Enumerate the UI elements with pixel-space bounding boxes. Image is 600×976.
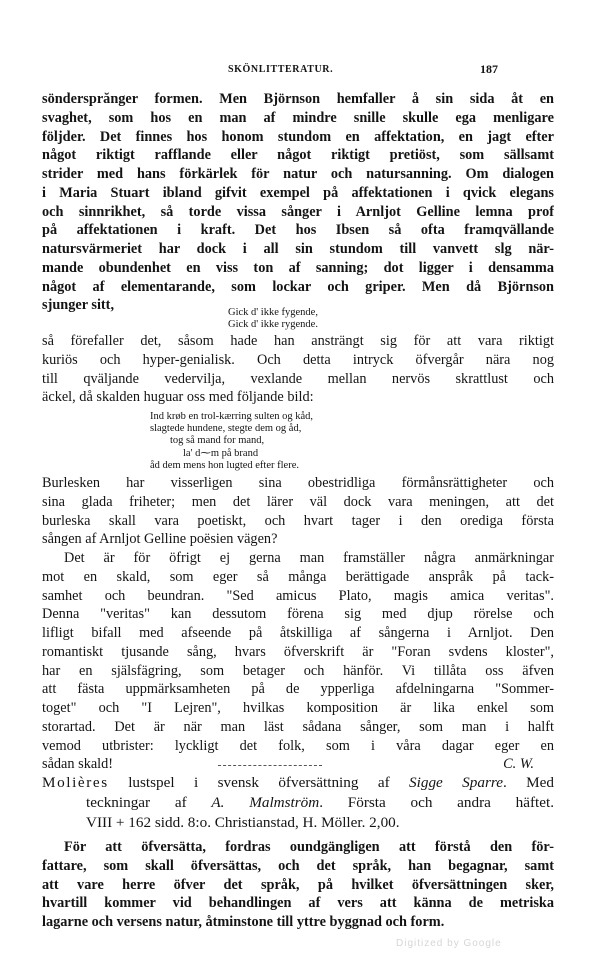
text-line: natursvärmeriet har dock i all sin stundom till vanvett slg när-	[42, 241, 554, 257]
entry-line-2	[42, 793, 554, 813]
text-line: mande obundenhet en viss ton af sanning; dot ligger i densamma	[42, 259, 554, 276]
entry-translator: Sigge Sparre	[409, 774, 503, 791]
paragraph-2	[42, 332, 554, 407]
text-line: något riktigt rafflande eller något riktigt pretiöst, som sällsamt	[42, 147, 554, 164]
closing-text: sådan skald!	[42, 756, 114, 773]
text-line: sången af Arnljot Gelline poësien vägen?	[42, 531, 278, 548]
paragraph-5	[42, 838, 554, 932]
text-line: att fästa uppmärksamheten på de ypperliga afdelningarna "Sommer-	[42, 681, 554, 698]
verse-line: tog så mand for mand,	[170, 435, 265, 447]
text-line: vemod utbrister: lyckligt det folk, som i våra dagar eger en	[42, 737, 554, 754]
text-line: sina glada friheter; men det lärer väl dock vara meningen, att det	[42, 493, 554, 510]
text-line: att vare herre öfver det språk, på hvilket öfversättningen sker,	[42, 876, 554, 893]
watermark: Digitized by Google	[396, 938, 502, 949]
text-line: svaghet, som hos en man af mindre snille skulle ega menligare	[42, 109, 554, 126]
entry-author: Molières	[42, 774, 109, 791]
verse-line: åd dem mens hon lugted efter flere.	[150, 459, 299, 471]
signature: C. W.	[503, 756, 534, 773]
section-divider	[218, 765, 322, 767]
entry-illustrator: A. Malmström	[211, 794, 320, 811]
text-line: samhet och beundran. "Sed amicus Plato, magis amica veritas".	[42, 587, 554, 604]
text-line: i Maria Stuart ibland gifvit exempel på affektationen i qvick elegans	[42, 184, 554, 201]
text-line: Denna "veritas" kan dessutom förena sig med djup rörelse och	[42, 606, 554, 623]
text-line: kuriös och hyper-genialisk. Och detta intryck öfvergår nära nog	[42, 351, 554, 368]
verse-quote-2	[150, 411, 313, 472]
verse-line: Ind krøb en trol-kærring sulten og kåd,	[150, 411, 314, 422]
text-line: toget" och "I Lejren", hvilkas komposition är lika enkel som	[42, 700, 554, 716]
text-line: och sinnrikhet, så torde vissa sånger i Arnljot Gelline lemna prof	[42, 203, 554, 220]
text-line: lagarne och versens natur, åtminstone till yttre byggnad och form.	[42, 914, 445, 930]
verse-line: Gick d' ikke rygende.	[228, 319, 318, 331]
text-line: söndersprănger formen. Men Björnson hemfaller å sin sida åt en	[42, 91, 554, 107]
verse-line: slagtede hundene, stegte dem og åd,	[150, 423, 302, 435]
text-line: så förefaller det, såsom hade han ansträngt sig för att vara riktigt	[42, 333, 554, 349]
paragraph-1	[42, 90, 554, 315]
verse-quote-1	[228, 307, 318, 331]
text-line: För att öfversätta, fordras oundgängligen att förstå den för-	[64, 839, 554, 855]
text-line: har en själsfägring, som betager och hänför. Vi tillåta oss äfven	[42, 662, 554, 679]
text-line: burleska skall vara poetiskt, och hvart tager i den orediga första	[42, 512, 554, 529]
book-entry	[42, 773, 554, 833]
text-line: äckel, då skalden huguar oss med följande bild:	[42, 389, 314, 406]
text-line: strider med hans förkärlek för natur och natursanning. Om dialogen	[42, 166, 554, 182]
text-line: Burlesken har visserligen sina obestridliga förmånsrättigheter och	[42, 475, 554, 491]
paragraph-4	[42, 549, 554, 774]
text-line: Det är för öfrigt ej gerna man framställer några anmärkningar	[64, 550, 554, 566]
text-line: storartad. Det är när man läst sådana sånger, som man i halft	[42, 718, 554, 735]
page-number: 187	[480, 62, 498, 76]
entry-title: lustspel i svensk öfversättning af	[128, 774, 390, 791]
entry-illustration-label: teckningar af	[86, 794, 187, 811]
text-line: något af elementarande, som lockar och griper. Men då Björnson	[42, 278, 554, 295]
text-line: sjunger sitt,	[42, 297, 115, 314]
running-title: SKÖNLITTERATUR.	[228, 64, 334, 75]
text-line: lifligt bifall med afseende på åtskilliga af sångerna i Arnljot. Den	[42, 625, 554, 641]
text-line: till qväljande vedervilja, vexlande mellan nervös skrattlust och	[42, 370, 554, 387]
paragraph-3	[42, 474, 554, 549]
page-header	[0, 62, 600, 80]
verse-line: la' d⁓m på brand	[183, 447, 259, 459]
text-line: på affektationen i kraft. Det hos Ibsen så ofta framqvällande	[42, 222, 554, 239]
text-line: romantiskt tjusande sång, hvars öfverskrift är "Foran svdens kloster",	[42, 643, 554, 660]
text-line: hvartill kommer vid behandlingen af vers att känna de metriska	[42, 895, 554, 912]
text-line: mot en skald, som eger så många berättigade anspråk på tack-	[42, 568, 554, 585]
entry-line-1	[42, 773, 554, 793]
entry-parts: . Första och andra häftet.	[319, 794, 554, 811]
text-line: följder. Det finnes hos honom stundom en affektation, en jagt efter	[42, 128, 554, 145]
text-line: fattare, som skall öfversättas, och det språk, han begagnar, samt	[42, 857, 554, 874]
entry-tail: . Med	[502, 774, 554, 791]
verse-line: Gick d' ikke fygende,	[228, 307, 318, 318]
entry-imprint: VIII + 162 sidd. 8:o. Christianstad, H. Möller. 2,00.	[86, 814, 400, 831]
